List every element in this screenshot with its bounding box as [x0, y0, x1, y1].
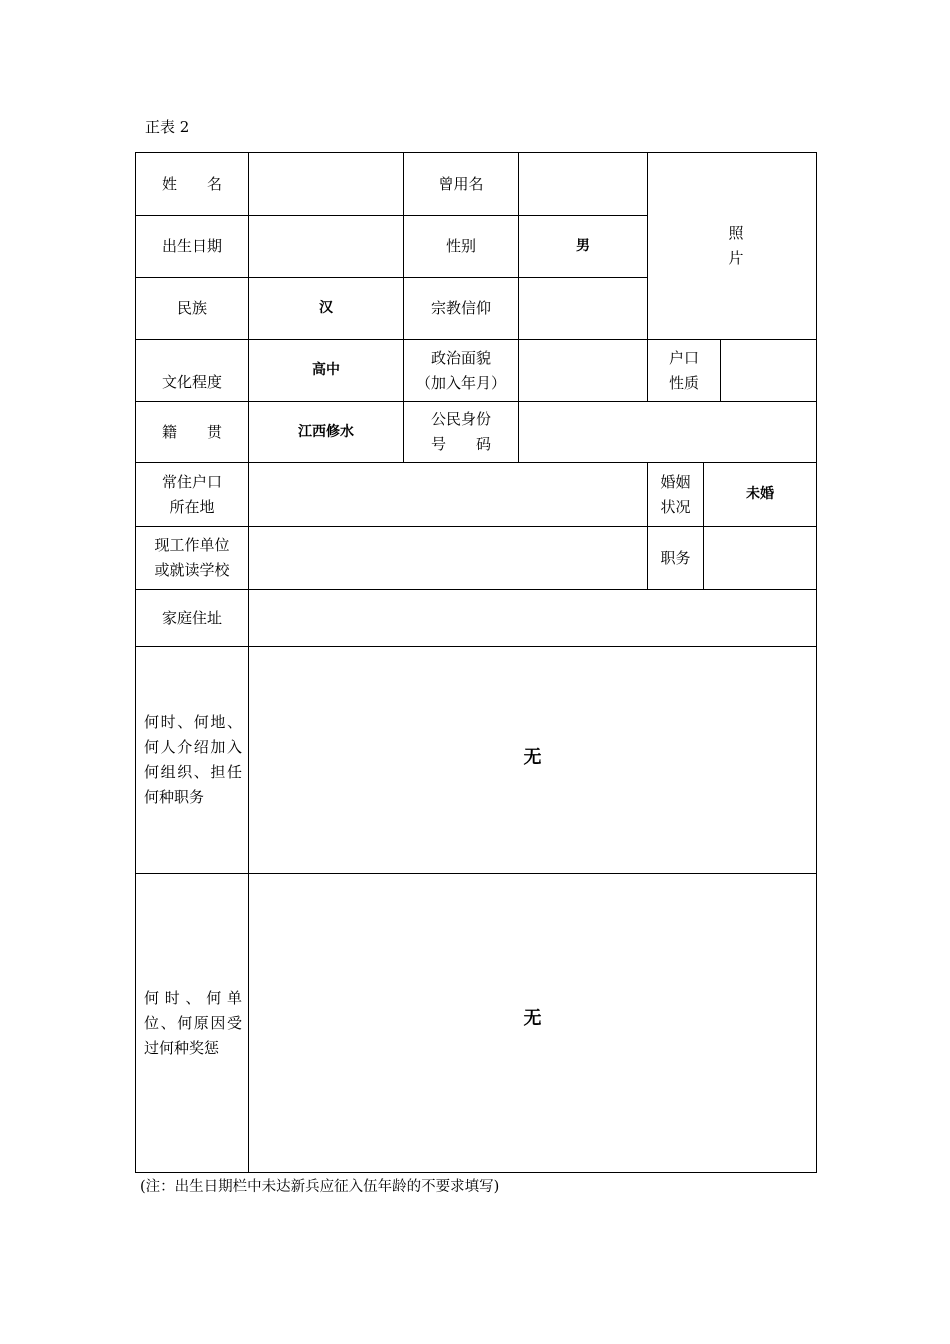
position-field[interactable]	[704, 527, 816, 589]
political-status-label: 政治面貌 （加入年月）	[415, 348, 506, 392]
hukou-type-label: 户口 性质	[668, 348, 699, 392]
position-label: 职务	[660, 548, 691, 567]
ethnicity-label: 民族	[176, 299, 207, 317]
birth-date-field[interactable]	[249, 216, 403, 277]
former-name-field[interactable]	[519, 153, 647, 215]
footnote: (注：出生日期栏中未达新兵应征入伍年龄的不要求填写)	[140, 1179, 500, 1195]
doc-label: 正表 2	[145, 118, 190, 136]
organization-history-field[interactable]: 无	[523, 746, 542, 768]
awards-penalties-label: 何时、何单位、何原因受过何种奖惩	[144, 988, 242, 1057]
residence-field[interactable]	[249, 463, 647, 526]
col-border	[816, 152, 817, 1173]
religion-field[interactable]	[519, 278, 647, 339]
row-border	[135, 1172, 817, 1173]
organization-history-label: 何时、何地、何人介绍加入何组织、担任何种职务	[144, 713, 242, 806]
former-name-label: 曾用名	[438, 174, 484, 193]
photo-box[interactable]: 照 片	[728, 224, 744, 267]
name-label: 姓 名	[161, 174, 222, 193]
awards-penalties-field[interactable]: 无	[523, 1007, 542, 1029]
marital-status-label: 婚姻 状况	[660, 472, 691, 516]
marital-status-field[interactable]: 未婚	[746, 486, 774, 502]
hukou-type-field[interactable]	[721, 340, 816, 401]
work-unit-label: 现工作单位 或就读学校	[154, 536, 230, 579]
native-place-label: 籍 贯	[161, 422, 222, 441]
education-label: 文化程度	[161, 373, 222, 391]
education-field[interactable]: 高中	[312, 362, 340, 378]
ethnicity-field[interactable]: 汉	[319, 300, 333, 316]
address-label: 家庭住址	[161, 608, 222, 627]
religion-label: 宗教信仰	[430, 299, 491, 317]
birth-date-label: 出生日期	[161, 237, 222, 255]
work-unit-field[interactable]	[249, 527, 647, 589]
gender-field[interactable]: 男	[576, 238, 590, 254]
id-number-field[interactable]	[519, 402, 816, 462]
native-place-field[interactable]: 江西修水	[298, 423, 354, 440]
address-field[interactable]	[249, 590, 816, 646]
political-status-field[interactable]	[519, 340, 647, 401]
gender-label: 性别	[445, 237, 476, 255]
id-number-label: 公民身份 号 码	[430, 410, 491, 453]
residence-label: 常住户口 所在地	[161, 472, 222, 516]
name-field[interactable]	[249, 153, 403, 215]
